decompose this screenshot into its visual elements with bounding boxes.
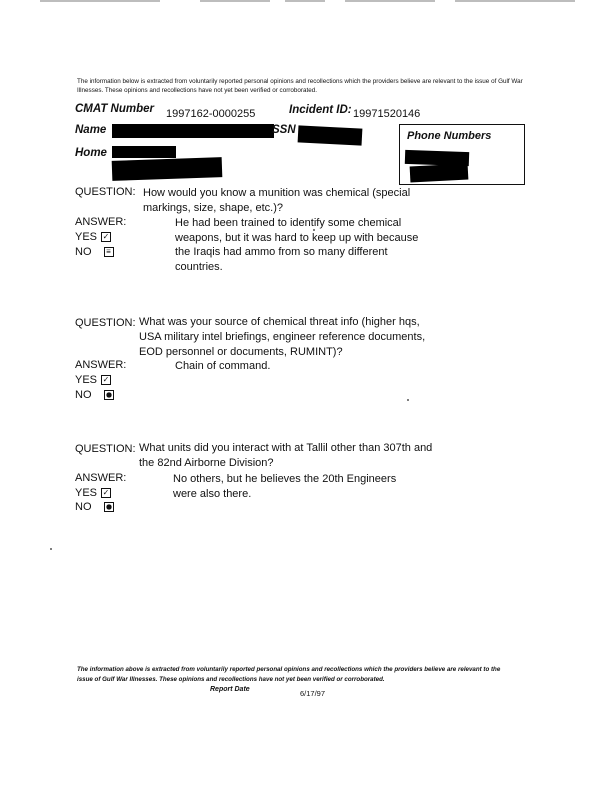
incident-id-label: Incident ID: <box>289 104 352 116</box>
yes-checkbox: ✓ <box>102 488 110 498</box>
scan-speck <box>50 548 52 550</box>
yes-label: YES <box>75 374 98 386</box>
home-redaction <box>112 157 223 181</box>
question-text: How would you know a munition was chemical (special markings, size, shape, etc.)? <box>143 187 411 214</box>
scan-edge-line <box>285 0 325 2</box>
name-label: Name <box>75 124 107 136</box>
question-label: QUESTION: <box>75 443 136 455</box>
question-label: QUESTION: <box>75 317 136 329</box>
scan-edge-line <box>200 0 270 2</box>
no-label: NO <box>75 246 92 258</box>
no-checkbox <box>104 502 114 512</box>
phone-numbers-label: Phone Numbers <box>407 130 492 142</box>
phone-redaction <box>410 163 469 182</box>
no-checkbox <box>104 390 114 400</box>
yes-label: YES <box>75 231 98 243</box>
answer-label: ANSWER: <box>75 359 127 371</box>
answer-text: He had been trained to identify some chemical weapons, but it was hard to keep up with because the Iraqis had ammo from so many different countries. <box>175 217 419 273</box>
scan-edge-line <box>455 0 575 2</box>
no-option <box>75 389 114 401</box>
top-disclaimer: The information below is extracted from voluntarily reported personal opinions and recollections which the providers believe are relevant to the issue of Gulf War Illnesses. These opinions and recollections have not yet been verified or corroborated. <box>77 78 523 94</box>
report-date-value: 6/17/97 <box>300 689 326 698</box>
question-label: QUESTION: <box>75 186 136 198</box>
no-option <box>75 246 114 258</box>
yes-checkbox: ✓ <box>102 375 110 385</box>
no-label: NO <box>75 389 92 401</box>
incident-id-value: 19971520146 <box>353 108 421 120</box>
ssn-redaction <box>298 125 363 145</box>
answer-label: ANSWER: <box>75 216 127 228</box>
cmat-number-label: CMAT Number <box>75 103 155 115</box>
answer-text: No others, but he believes the 20th Engineers were also there. <box>173 473 397 500</box>
yes-option <box>75 231 111 243</box>
home-label: Home <box>75 147 107 159</box>
answer-label: ANSWER: <box>75 472 127 484</box>
yes-checkbox: ✓ <box>102 232 110 242</box>
name-redaction <box>112 124 274 138</box>
answer-text: Chain of command. <box>175 360 271 372</box>
no-option <box>75 501 114 513</box>
yes-option <box>75 487 111 499</box>
home-redaction <box>112 146 176 158</box>
report-date-label: Report Date <box>210 686 250 693</box>
question-text: What units did you interact with at Tallil other than 307th and the 82nd Airborne Division? <box>139 442 433 469</box>
yes-option <box>75 374 111 386</box>
yes-label: YES <box>75 487 98 499</box>
no-checkbox: ≡ <box>104 247 114 257</box>
ssn-label: SSN <box>272 124 296 136</box>
bottom-disclaimer: The information above is extracted from voluntarily reported personal opinions and recollections which the providers believe are relevant to the issue of Gulf War Illnesses. These opinions and recollections have not yet been verified or corroborated. <box>77 666 501 683</box>
scan-edge-line <box>40 0 160 2</box>
scan-edge-line <box>345 0 435 2</box>
no-label: NO <box>75 501 92 513</box>
cmat-number-value: 1997162-0000255 <box>166 108 256 120</box>
question-text: What was your source of chemical threat info (higher hqs, USA military intel briefings, engineer reference documents, EOD personnel or documents, RUMINT)? <box>139 316 426 358</box>
scan-speck <box>407 399 409 401</box>
scan-speck <box>313 229 315 231</box>
